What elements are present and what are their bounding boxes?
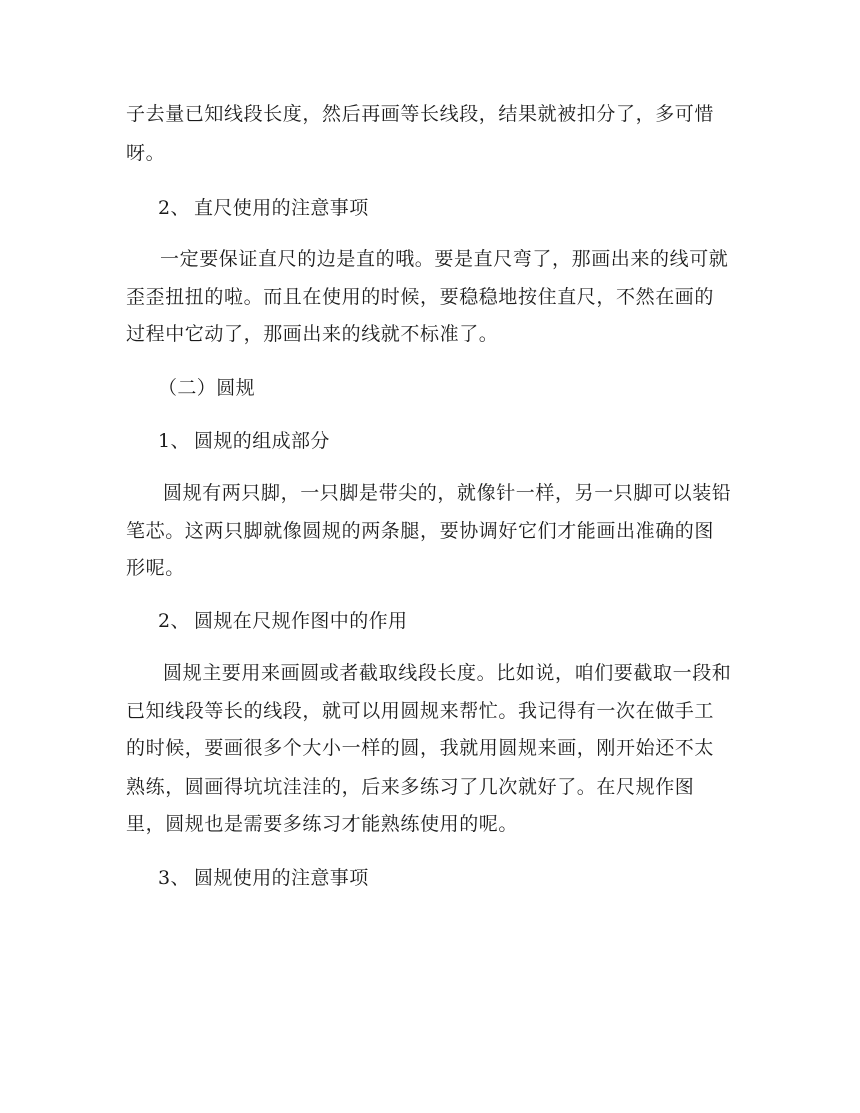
subheading-number: 1、 xyxy=(158,430,190,452)
subheading-text: 圆规的组成部分 xyxy=(194,430,330,452)
paragraph-line: 形呢。 xyxy=(126,557,185,579)
subheading-compass-role xyxy=(158,609,778,633)
paragraph-line: 圆规有两只脚，一只脚是带尖的，就像针一样，另一只脚可以装铅 xyxy=(163,482,732,504)
subheading-text: 直尺使用的注意事项 xyxy=(194,197,369,219)
subheading-number: 2、 xyxy=(158,610,190,632)
paragraph-line: 里，圆规也是需要多练习才能熟练使用的呢。 xyxy=(126,813,519,835)
subheading-number: 2、 xyxy=(158,197,190,219)
subheading-number: 3、 xyxy=(158,867,190,889)
subheading-ruler-notes xyxy=(158,196,778,220)
subheading-compass-parts xyxy=(158,429,778,453)
paragraph-line: 子去量已知线段长度，然后再画等长线段，结果就被扣分了，多可惜 xyxy=(126,103,715,125)
paragraph-line: 一定要保证直尺的边是直的哦。要是直尺弯了，那画出来的线可就 xyxy=(160,248,729,270)
section-heading-compass: （二）圆规 xyxy=(158,377,256,399)
paragraph-line: 歪歪扭扭的啦。而且在使用的时候，要稳稳地按住直尺，不然在画的 xyxy=(126,286,715,308)
subheading-text: 圆规在尺规作图中的作用 xyxy=(194,610,408,632)
subheading-compass-notes xyxy=(158,866,778,890)
subheading-text: 圆规使用的注意事项 xyxy=(194,867,369,889)
paragraph-line: 呀。 xyxy=(126,142,166,164)
paragraph-line: 已知线段等长的线段，就可以用圆规来帮忙。我记得有一次在做手工 xyxy=(126,700,715,722)
paragraph-line: 过程中它动了，那画出来的线就不标准了。 xyxy=(126,323,499,345)
paragraph-line: 笔芯。这两只脚就像圆规的两条腿，要协调好它们才能画出准确的图 xyxy=(126,520,715,542)
paragraph-line: 圆规主要用来画圆或者截取线段长度。比如说，咱们要截取一段和 xyxy=(163,662,732,684)
paragraph-line: 的时候，要画很多个大小一样的圆，我就用圆规来画，刚开始还不太 xyxy=(126,737,715,759)
paragraph-line: 熟练，圆画得坑坑洼洼的，后来多练习了几次就好了。在尺规作图 xyxy=(126,776,695,798)
